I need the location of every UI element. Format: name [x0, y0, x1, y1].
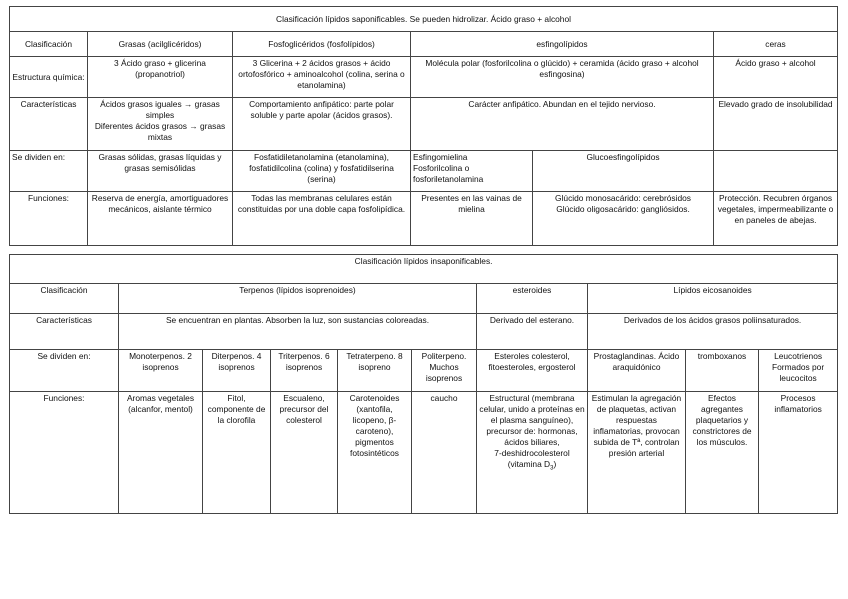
row-label-estructura: Estructura química: [10, 57, 88, 98]
cell-estructura-ceras: Ácido graso + alcohol [714, 57, 838, 98]
header-clasificacion: Clasificación [10, 32, 88, 57]
esteroides-funcion-text: Estructural (membrana celular, unido a proteínas en el plasma sanguíneo), precursor de: hormonas, ácidos biliares, [479, 393, 585, 447]
cell2-func-poli: caucho [412, 392, 477, 514]
saponificables-title: Clasificación lípidos saponificables. Se pueden hidrolizar. Ácido graso + alcohol [10, 7, 838, 32]
cell2-tetraterpeno: Tetraterpeno. 8 isopreno [338, 350, 412, 392]
gluco-oligosacarido: Glúcido oligosacárido: gangliósidos. [556, 204, 690, 214]
row-label-caracteristicas: Características [10, 98, 88, 151]
cell2-leucotrienos: Leucotrienos Formados por leucocitos [759, 350, 838, 392]
header-fosfogliceridos: Fosfoglicéridos (fosfolípidos) [233, 32, 411, 57]
cell-dividen-grasas: Grasas sólidas, grasas líquidas y grasas semisólidas [88, 151, 233, 192]
saponificables-table [9, 6, 838, 246]
cell2-func-tetra: Carotenoides (xantofila, licopeno, β-caroteno), pigmentos fotosintéticos [338, 392, 412, 514]
cell-caract-grasas [88, 98, 233, 151]
esfingomielina-detail: Fosforilcolina o fosforiletanolamina [413, 163, 484, 184]
cell-caract-fosfo: Comportamiento anfipático: parte polar soluble y parte apolar (ácidos grasos). [233, 98, 411, 151]
header-eicosanoides: Lípidos eicosanoides [588, 284, 838, 314]
cell-dividen-ceras [714, 151, 838, 192]
cell2-func-tri: Escualeno, precursor del colesterol [271, 392, 338, 514]
cell-caract-esfingo: Carácter anfipático. Abundan en el tejido nervioso. [411, 98, 714, 151]
row-label-funciones: Funciones: [10, 192, 88, 246]
row2-label-funciones: Funciones: [10, 392, 119, 514]
cell-dividen-fosfo: Fosfatidiletanolamina (etanolamina), fosfatidilcolina (colina) y fosfatidilserina (serina) [233, 151, 411, 192]
cell2-tromboxanos: tromboxanos [686, 350, 759, 392]
header-terpenos: Terpenos (lípidos isoprenoides) [119, 284, 477, 314]
cell2-monoterpenos: Monoterpenos. 2 isoprenos [119, 350, 203, 392]
vitamina-subscript: 3 [550, 465, 554, 472]
cell-dividen-esfingomielina [411, 151, 533, 192]
gluco-monosacarido: Glúcido monosacárido: cerebrósidos [555, 193, 691, 203]
cell-caract-ceras: Elevado grado de insolubilidad [714, 98, 838, 151]
cell2-func-di: Fitol, componente de la clorofila [203, 392, 271, 514]
cell-func-grasas: Reserva de energía, amortiguadores mecánicos, aislante térmico [88, 192, 233, 246]
caract-grasas-mixtas: Diferentes ácidos grasos → grasas mixtas [94, 121, 226, 142]
cell-dividen-gluco: Glucoesfingolípidos [533, 151, 714, 192]
vitamina-close: ) [553, 459, 557, 469]
row2-label-caracteristicas: Características [10, 314, 119, 350]
header-esteroides: esteroides [477, 284, 588, 314]
cell-estructura-grasas: 3 Ácido graso + glicerina (propanotriol) [88, 57, 233, 98]
cell2-caract-eicosanoides: Derivados de los ácidos grasos poliinsaturados. [588, 314, 838, 350]
cell-func-gluco [533, 192, 714, 246]
cell-func-esfingomielina: Presentes en las vainas de mielina [411, 192, 533, 246]
row-label-dividen: Se dividen en: [10, 151, 88, 192]
cell2-caract-esteroides: Derivado del esterano. [477, 314, 588, 350]
insaponificables-table [9, 254, 838, 514]
header-grasas: Grasas (acilglicéridos) [88, 32, 233, 57]
header2-clasificacion: Clasificación [10, 284, 119, 314]
esteroides-vitamina [479, 448, 585, 470]
cell2-func-esteroides [477, 392, 588, 514]
cell-estructura-esfingo: Molécula polar (fosforilcolina o glúcido) + ceramida (ácido graso + alcohol esfingosina) [411, 57, 714, 98]
cell-func-ceras: Protección. Recubren órganos vegetales, impermeabilizante o en paneles de abejas. [714, 192, 838, 246]
esfingomielina-name: Esfingomielina [413, 152, 468, 162]
cell-func-fosfo: Todas las membranas celulares están constituidas por una doble capa fosfolipídica. [233, 192, 411, 246]
cell2-func-trombo: Efectos agregantes plaquetarios y constrictores de los músculos. [686, 392, 759, 514]
caract-grasas-simples: Ácidos grasos iguales → grasas simples [100, 99, 220, 120]
insaponificables-title: Clasificación lípidos insaponificables. [10, 255, 838, 284]
cell2-triterpenos: Triterpenos. 6 isoprenos [271, 350, 338, 392]
cell2-func-mono: Aromas vegetales (alcanfor, mentol) [119, 392, 203, 514]
row2-label-dividen: Se dividen en: [10, 350, 119, 392]
vitamina-text: 7-deshidrocolesterol (vitamina D [494, 448, 570, 469]
header-esfingolipidos: esfingolípidos [411, 32, 714, 57]
cell2-politerpeno: Politerpeno. Muchos isoprenos [412, 350, 477, 392]
header-ceras: ceras [714, 32, 838, 57]
cell-estructura-fosfo: 3 Glicerina + 2 ácidos grasos + ácido ortofosfórico + aminoalcohol (colina, serina o etanolamina) [233, 57, 411, 98]
cell2-func-prosta: Estimulan la agregación de plaquetas, activan respuestas inflamatorias, provocan subida de Tª, controlan presión arterial [588, 392, 686, 514]
cell2-func-leuco: Procesos inflamatorios [759, 392, 838, 514]
cell2-caract-terpenos: Se encuentran en plantas. Absorben la luz, son sustancias coloreadas. [119, 314, 477, 350]
cell2-diterpenos: Diterpenos. 4 isoprenos [203, 350, 271, 392]
cell2-esteroles: Esteroles colesterol, fitoesteroles, ergosterol [477, 350, 588, 392]
cell2-prostaglandinas: Prostaglandinas. Ácido araquidónico [588, 350, 686, 392]
